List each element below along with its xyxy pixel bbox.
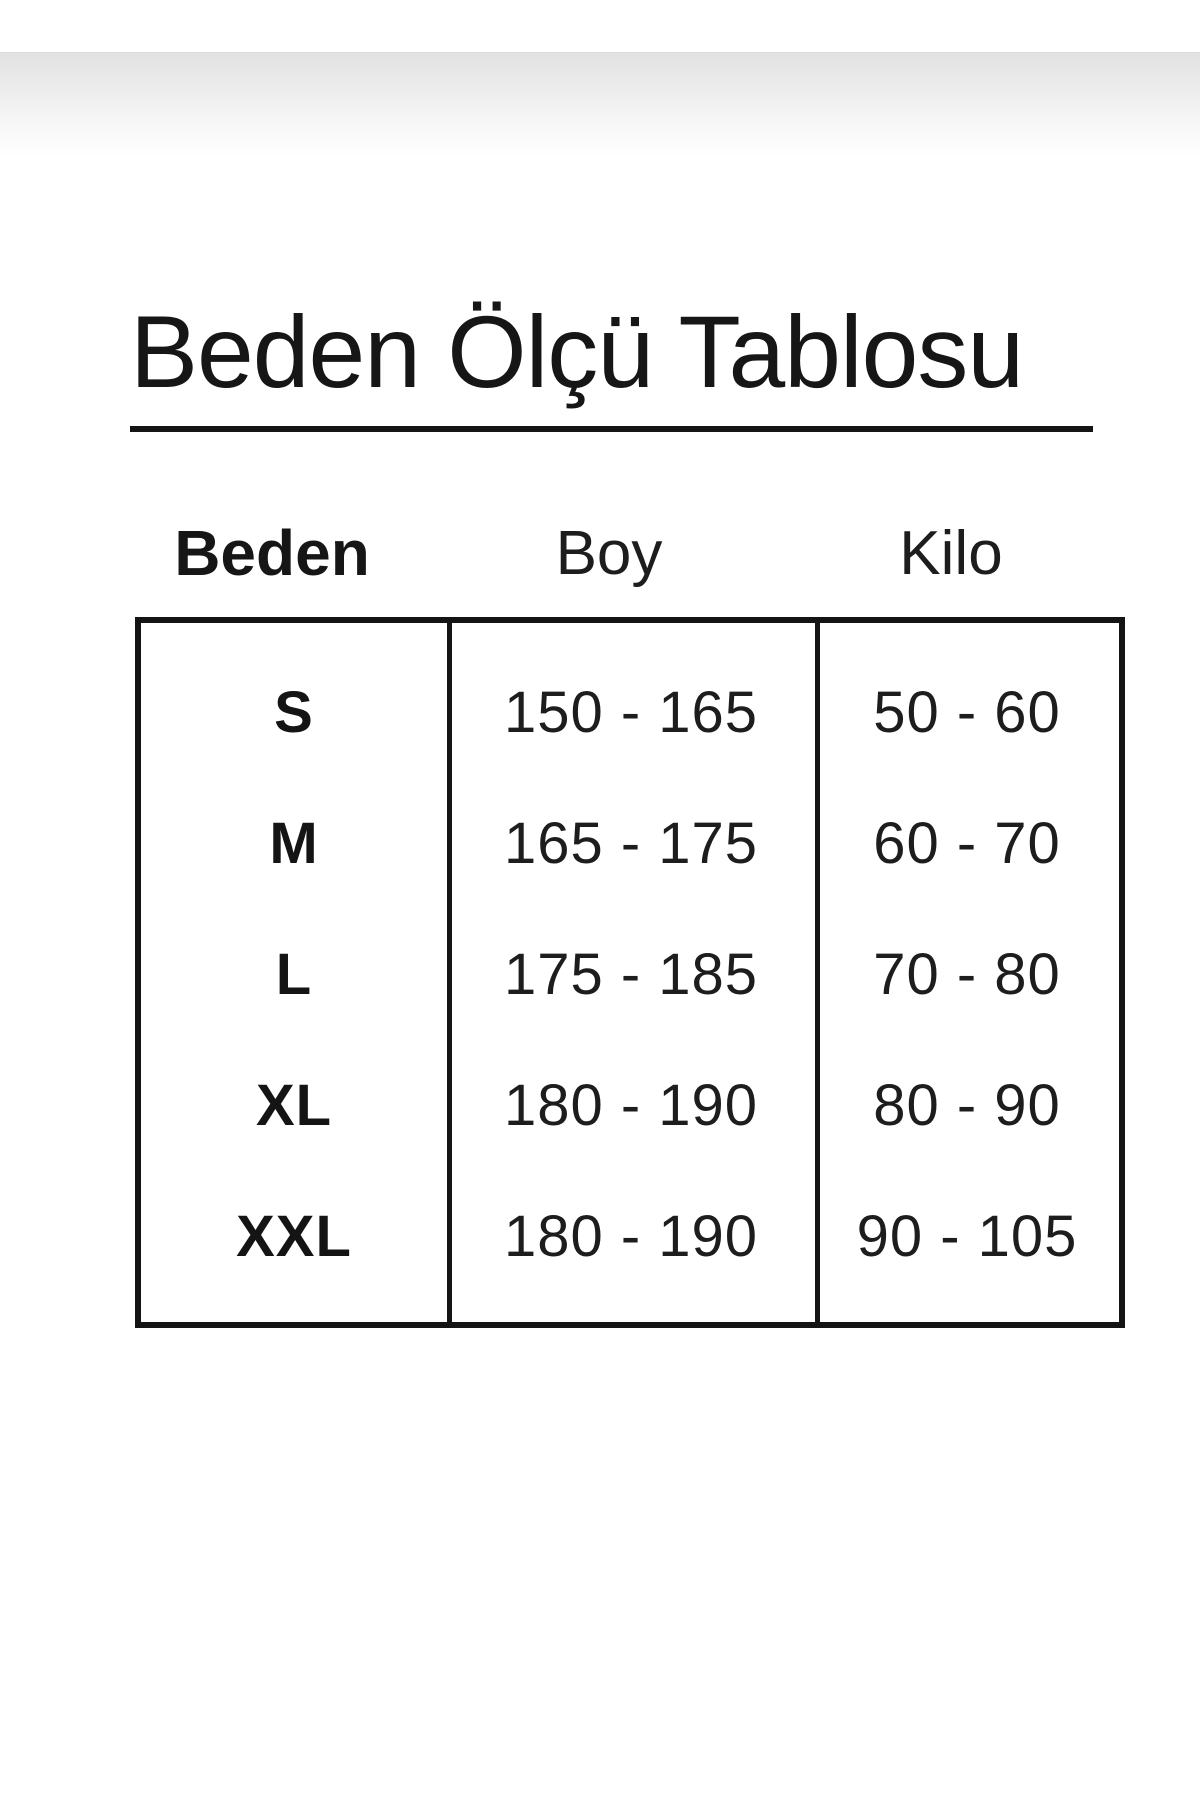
table-body: [141, 647, 1119, 1302]
size-cell: M: [269, 811, 319, 876]
weight-range-cell: 60 - 70: [873, 811, 1061, 876]
height-range-cell: 175 - 185: [503, 942, 759, 1007]
title-underline: [130, 426, 1093, 432]
height-range-cell: 165 - 175: [503, 811, 759, 876]
weight-range-cell: 50 - 60: [873, 680, 1061, 745]
column-header-size: Beden: [174, 517, 370, 589]
height-range-cell: 180 - 190: [503, 1073, 759, 1138]
weight-range-cell: 90 - 105: [856, 1204, 1078, 1269]
table-header-row: [119, 516, 1109, 589]
column-header-weight: Kilo: [899, 518, 1003, 588]
page-title: Beden Ölçü Tablosu: [130, 295, 1024, 409]
size-cell: L: [275, 942, 313, 1007]
size-chart-table: [135, 617, 1125, 1328]
size-cell: S: [274, 680, 314, 745]
weight-range-cell: 80 - 90: [873, 1073, 1061, 1138]
top-gradient-band: [0, 52, 1200, 157]
height-range-cell: 180 - 190: [503, 1204, 759, 1269]
height-range-cell: 150 - 165: [503, 680, 759, 745]
size-cell: XL: [255, 1073, 333, 1138]
weight-range-cell: 70 - 80: [873, 942, 1061, 1007]
column-header-height: Boy: [555, 518, 663, 588]
size-cell: XXL: [236, 1204, 352, 1269]
